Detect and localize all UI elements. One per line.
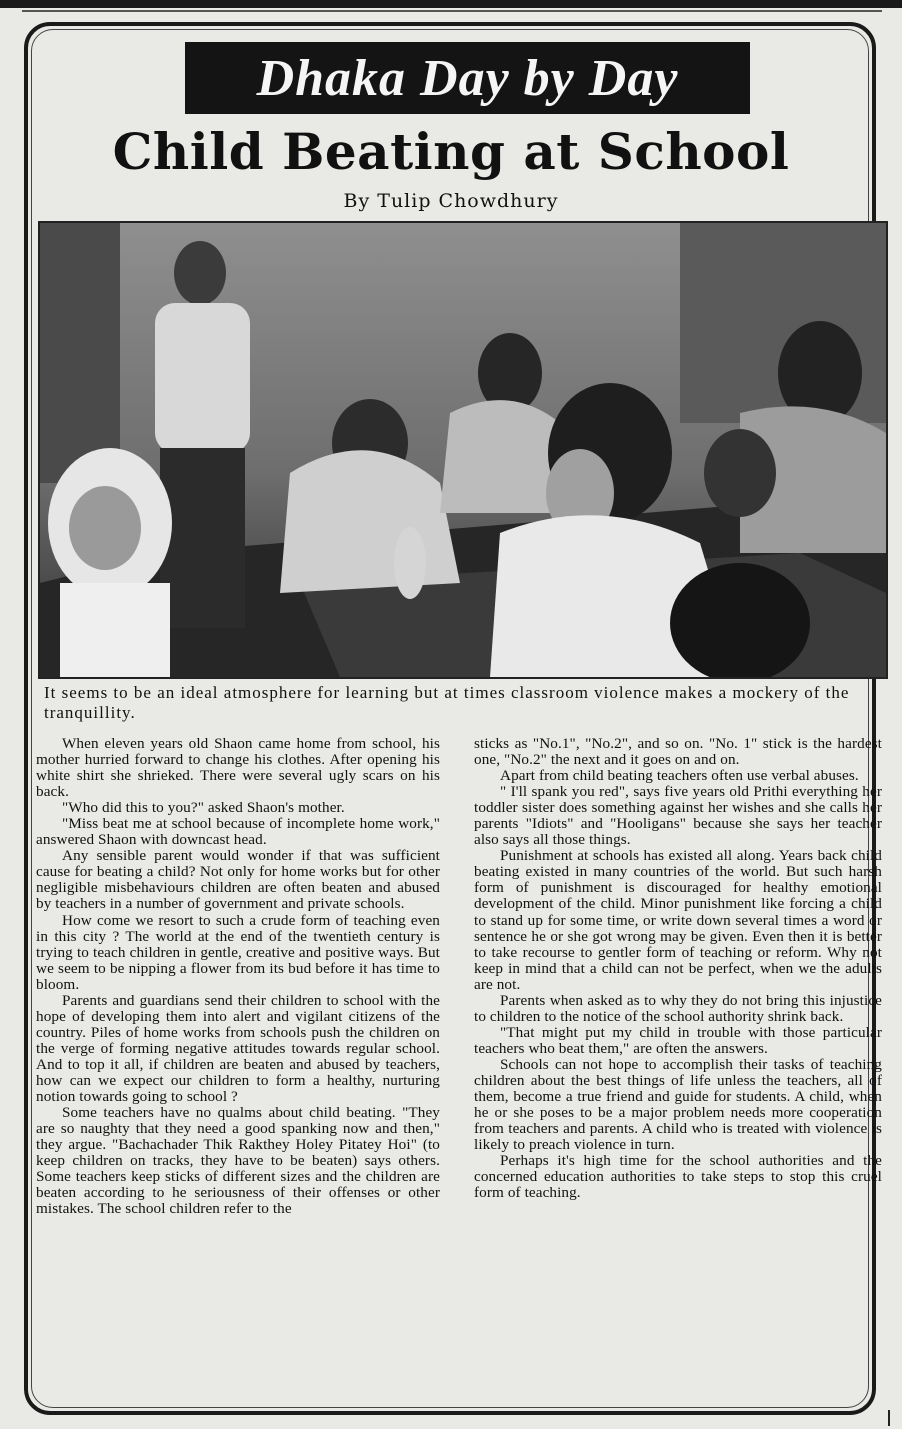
paragraph: sticks as "No.1", "No.2", and so on. "No. 1" stick is the hardest one, "No.2" the next and it goes on and on.	[474, 736, 882, 769]
paragraph: "Who did this to you?" asked Shaon's mother.	[62, 799, 345, 817]
paragraph: Parents when asked as to why they do not bring this injustice to children to the notice of the school authority shrink back.	[474, 991, 882, 1025]
paragraph: Any sensible parent would wonder if that was sufficient cause for beating a child? Not only for home works but for other negligible misbehaviours children are often beaten and abused by teachers in a number of government and private schools.	[36, 847, 440, 913]
article-column-left	[36, 736, 440, 1402]
top-rule	[0, 0, 902, 8]
paragraph: " I'll spank you red", says five years old Prithi everything her toddler sister does something against her wishes and she calls her parents "Idiots" and "Hooligans" because she says her teacher also says all those things.	[474, 783, 882, 849]
paragraph: "Miss beat me at school because of incomplete home work," answered Shaon with downcast head.	[36, 815, 440, 849]
classroom-photo	[38, 221, 888, 679]
byline: By Tulip Chowdhury	[343, 190, 559, 212]
paragraph: Some teachers have no qualms about child beating. "They are so naughty that they need a good spanking now and then," they argue. "Bachachader Thik Rakthey Holey Pitatey Hoi" (to keep children on tracks, they have to be beaten) says others. Some teachers keep sticks of different sizes and the children are beaten according to he seriousness of their offenses or other mistakes. The school children refer to the	[36, 1104, 440, 1218]
paragraph: When eleven years old Shaon came home from school, his mother hurried forward to change his clothes. After opening his white shirt she shrieked. There were several ugly scars on his back.	[36, 736, 440, 801]
paragraph: Perhaps it's high time for the school authorities and the concerned education authorities to take steps to stop this cruel form of teaching.	[474, 1152, 882, 1202]
paragraph: "That might put my child in trouble with those particular teachers who beat them," are often the answers.	[474, 1023, 882, 1057]
classroom-photo-icon	[40, 223, 886, 677]
article-column-right	[474, 736, 882, 1402]
paragraph: Punishment at schools has existed all along. Years back child beating existed in many countries of the world. But such harsh form of punishment is discouraged for healthy emotional development of the child. Minor punishment like forcing a child to stand up for some time, or write down several times a word or sentence he or she got wrong may be given. Even then it is better to take recourse to gentler form of teaching or reform. Why not keep in mind that a child can not be perfect, when we the adults are not.	[474, 847, 882, 993]
paragraph: Schools can not hope to accomplish their tasks of teaching children about the best things of life unless the teachers, all of them, become a true friend and guide for students. A child, when he or she poses to be a major problem needs more cooperation from teachers and parents. A child who is treated with violence is likely to preach violence in turn.	[474, 1055, 882, 1154]
section-kicker-text: Dhaka Day by Day	[256, 49, 679, 107]
photo-caption: It seems to be an ideal atmosphere for learning but at times classroom violence makes a mockery of the tranquillity.	[44, 683, 850, 722]
paragraph: How come we resort to such a crude form of teaching even in this city ? The world at the end of the twentieth century is trying to teach children in gentle, creative and positive ways. But we seem to be nipping a flower from its bud before it has time to bloom.	[36, 911, 440, 993]
headline: Child Beating at School	[112, 122, 790, 181]
page-edge-mark	[888, 1410, 890, 1426]
section-kicker	[185, 42, 750, 114]
paragraph: Parents and guardians send their children to school with the hope of developing them into alert and vigilant citizens of the country. Piles of home works from schools push the children on the verge of forming negative attitudes towards regular school. And to top it all, if children are beaten and abused by teachers, how can we expect our children to form a healthy, nurturing notion towards going to school ?	[36, 991, 440, 1106]
top-rule-thin	[22, 10, 882, 12]
paragraph: Apart from child beating teachers often use verbal abuses.	[500, 767, 859, 785]
